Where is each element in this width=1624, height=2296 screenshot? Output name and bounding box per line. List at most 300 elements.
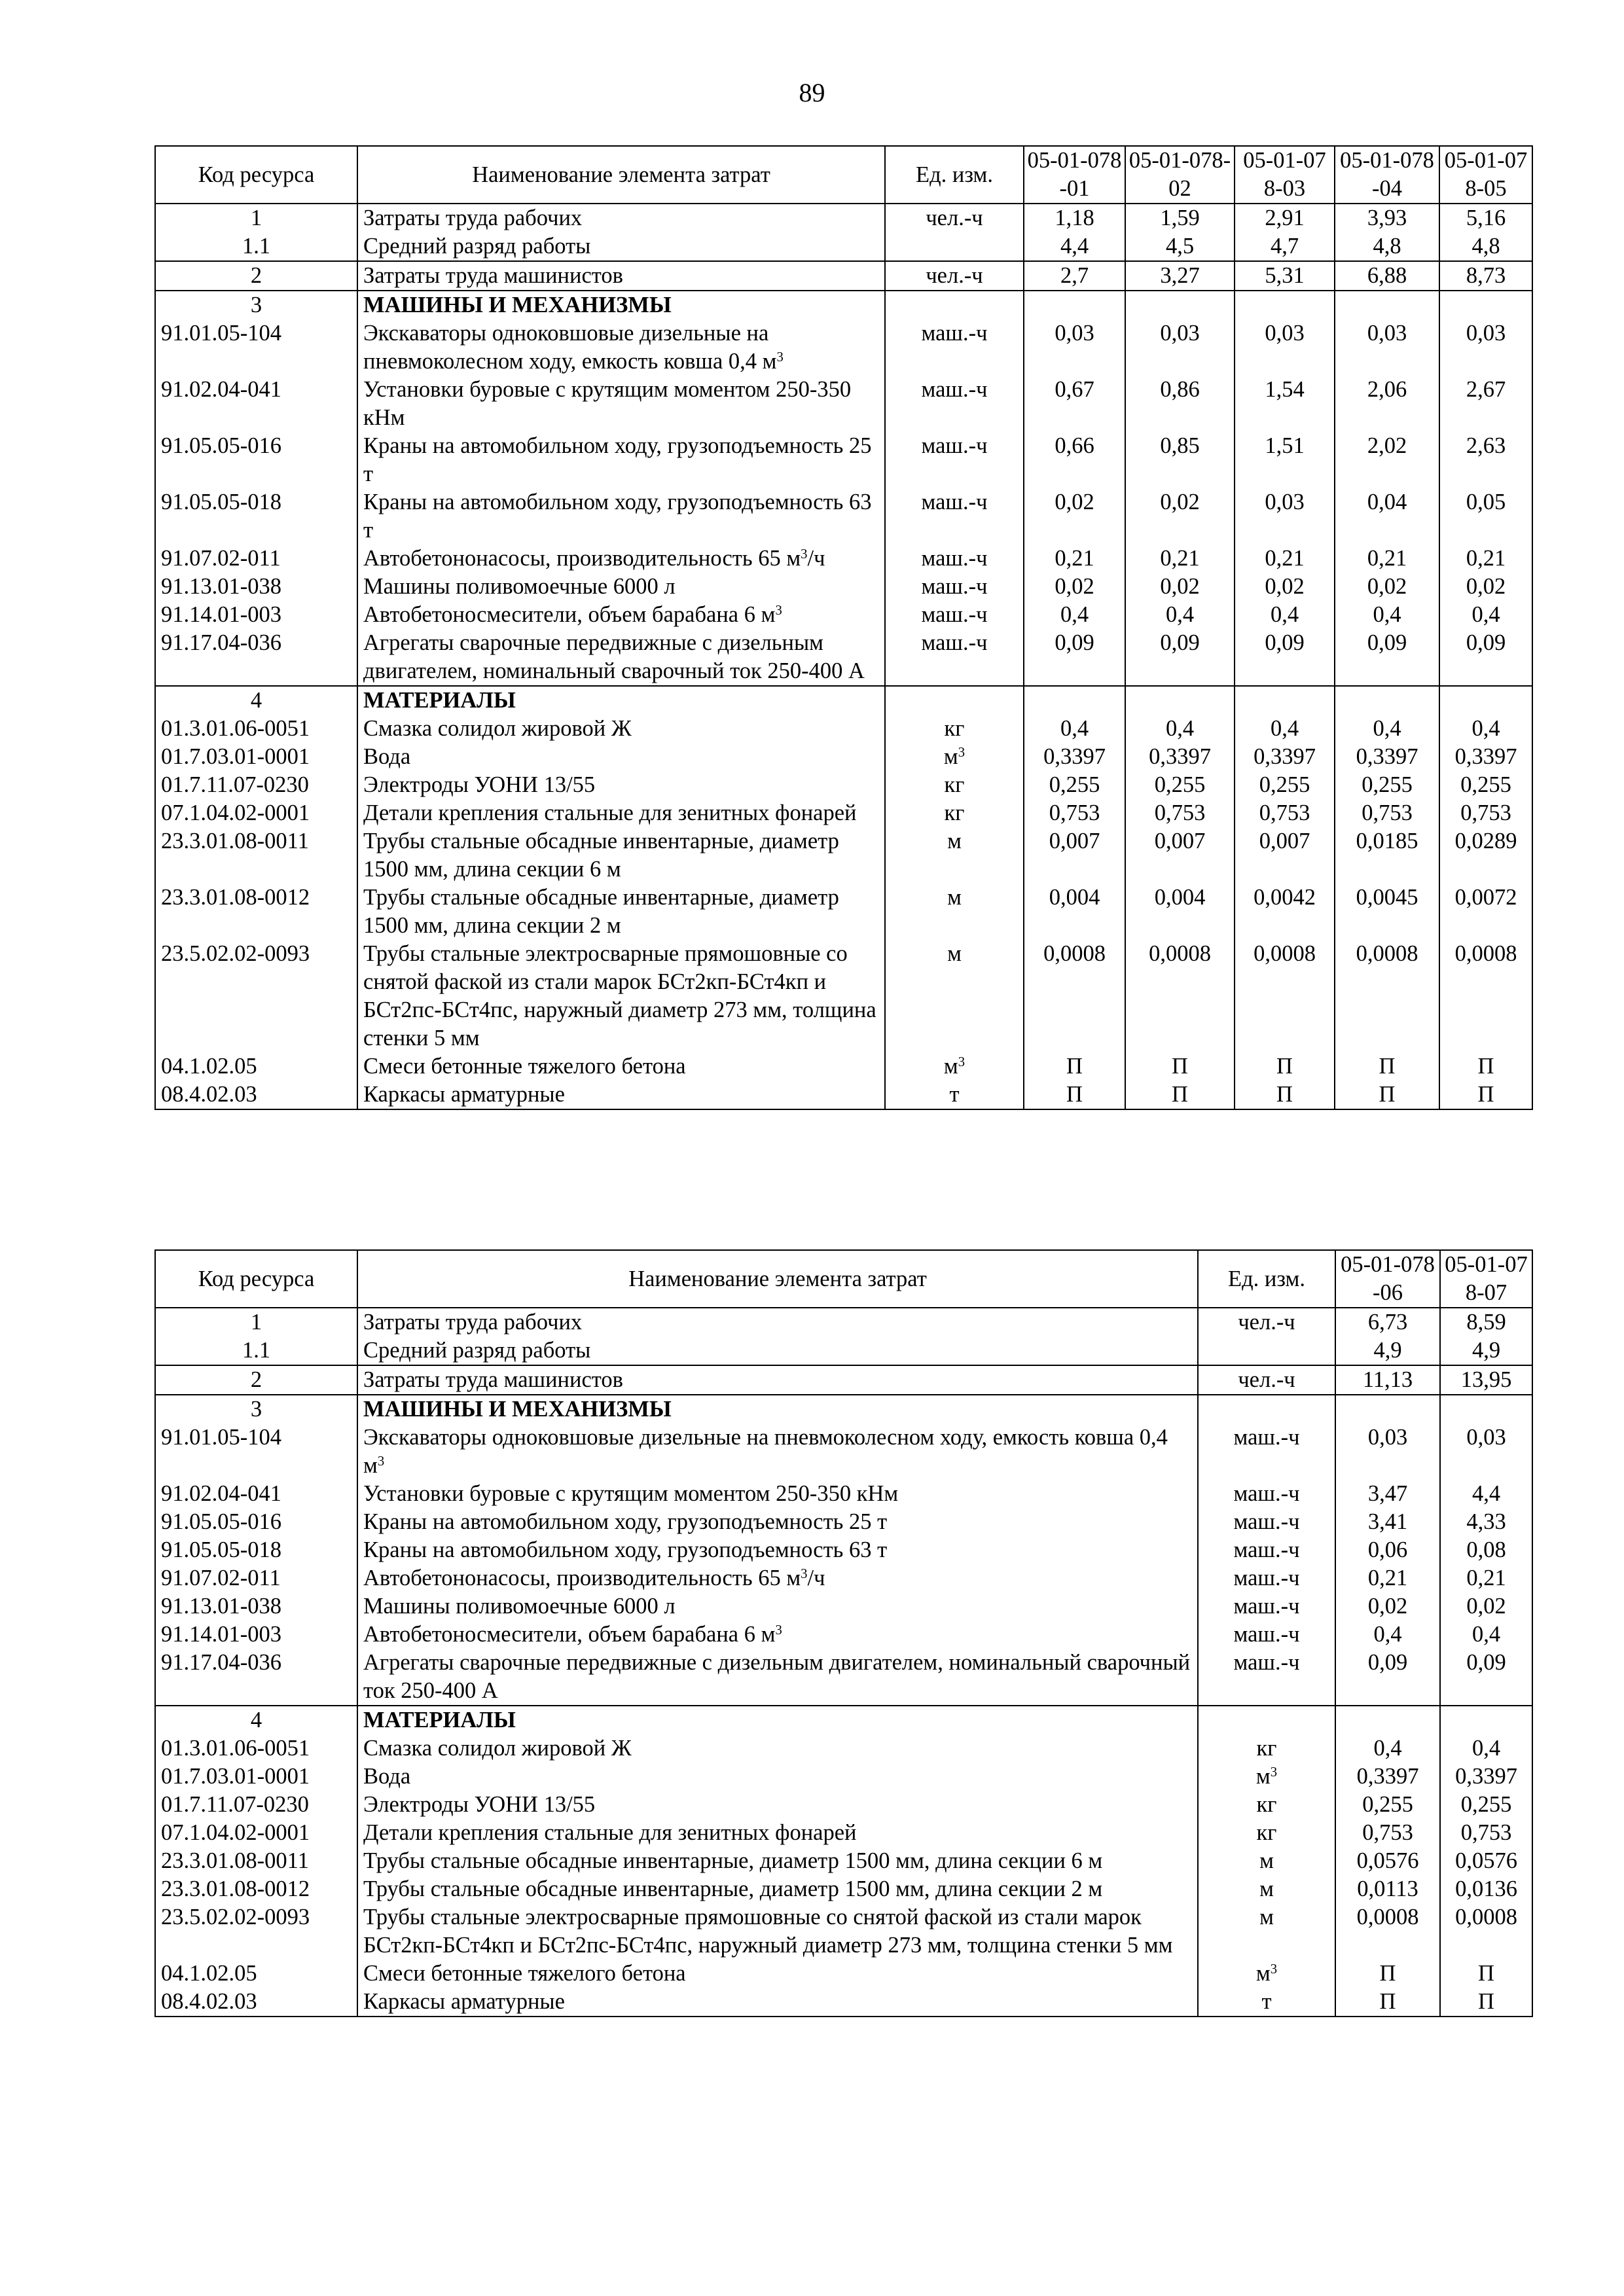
unit-text: маш.-ч xyxy=(1233,1481,1300,1506)
header-column-code: 05-01-078-07 xyxy=(1440,1250,1532,1308)
unit-text: м xyxy=(943,744,958,769)
cost-element-name xyxy=(357,1988,1198,2017)
norm-value: 3,47 xyxy=(1335,1480,1440,1508)
cost-element-name xyxy=(357,1052,885,1081)
unit xyxy=(1198,1508,1335,1536)
norm-value: 1,51 xyxy=(1235,432,1335,488)
norm-value: 2,63 xyxy=(1439,432,1532,488)
table-row xyxy=(155,940,1532,1052)
norm-value: 0,09 xyxy=(1125,629,1235,686)
cost-element-name xyxy=(357,232,885,261)
norm-value: 11,13 xyxy=(1335,1365,1440,1395)
cost-element-name xyxy=(357,432,885,488)
norm-value: 8,73 xyxy=(1439,261,1532,291)
norm-value: 1,59 xyxy=(1125,204,1235,232)
unit-text: т xyxy=(949,1082,960,1107)
cost-element-name xyxy=(357,204,885,232)
table-row xyxy=(155,771,1532,799)
name-text: Установки буровые с крутящим моментом 250-350 кНм xyxy=(363,377,852,430)
table-row xyxy=(155,1763,1532,1791)
norm-value: 0,753 xyxy=(1235,799,1335,827)
table-row xyxy=(155,319,1532,376)
name-text: Автобетононасосы, производительность 65 м xyxy=(363,1566,801,1590)
unit-superscript: 3 xyxy=(1270,1765,1278,1780)
name-text: МАТЕРИАЛЫ xyxy=(363,688,516,713)
unit xyxy=(885,261,1024,291)
resource-code: 23.3.01.08-0012 xyxy=(155,884,357,940)
norm-value: 6,73 xyxy=(1335,1308,1440,1336)
resource-code: 91.05.05-016 xyxy=(155,1508,357,1536)
resource-table-2 xyxy=(154,1249,1533,2017)
table-row xyxy=(155,1960,1532,1988)
cost-element-name xyxy=(357,1791,1198,1819)
cost-element-name xyxy=(357,940,885,1052)
unit-text: маш.-ч xyxy=(1233,1425,1300,1450)
table-row xyxy=(155,1365,1532,1395)
resource-code: 1 xyxy=(155,1308,357,1336)
header-column-code: 05-01-078-01 xyxy=(1024,146,1125,204)
unit-text: м xyxy=(947,885,962,910)
norm-value: 0,03 xyxy=(1235,319,1335,376)
header-row xyxy=(155,1250,1532,1308)
cost-element-name xyxy=(357,629,885,686)
norm-value: 0,753 xyxy=(1125,799,1235,827)
name-text: Трубы стальные обсадные инвентарные, диаметр 1500 мм, длина секции 6 м xyxy=(363,1848,1103,1873)
resource-code: 2 xyxy=(155,1365,357,1395)
name-text: Детали крепления стальные для зенитных фонарей xyxy=(363,800,857,825)
norm-value: 0,3397 xyxy=(1235,743,1335,771)
name-text: Автобетоносмесители, объем барабана 6 м xyxy=(363,1622,776,1647)
resource-code: 91.07.02-011 xyxy=(155,545,357,573)
unit xyxy=(885,629,1024,686)
superscript: 3 xyxy=(801,1566,808,1581)
cost-element-name xyxy=(357,1480,1198,1508)
norm-value: 0,86 xyxy=(1125,376,1235,432)
cost-element-name xyxy=(357,1903,1198,1960)
unit xyxy=(885,232,1024,261)
resource-code: 23.5.02.02-0093 xyxy=(155,940,357,1052)
unit xyxy=(885,799,1024,827)
unit-text: маш.-ч xyxy=(921,377,988,402)
table-row xyxy=(155,884,1532,940)
cost-element-name xyxy=(357,1592,1198,1621)
resource-code: 1.1 xyxy=(155,232,357,261)
norm-value: П xyxy=(1024,1081,1125,1109)
table-row xyxy=(155,1903,1532,1960)
norm-value: 1,54 xyxy=(1235,376,1335,432)
header-column-code: 05-01-078-06 xyxy=(1335,1250,1440,1308)
cost-element-name xyxy=(357,743,885,771)
norm-value: 0,0072 xyxy=(1439,884,1532,940)
norm-value xyxy=(1440,1706,1532,1734)
resource-code: 04.1.02.05 xyxy=(155,1052,357,1081)
cost-element-name xyxy=(357,291,885,319)
table-body xyxy=(155,204,1532,1109)
resource-code: 01.3.01.06-0051 xyxy=(155,1734,357,1763)
superscript: 3 xyxy=(377,1454,385,1469)
unit-text: маш.-ч xyxy=(921,433,988,458)
norm-value xyxy=(1024,686,1125,715)
norm-value: 0,4 xyxy=(1335,1621,1440,1649)
norm-value: 0,03 xyxy=(1125,319,1235,376)
unit xyxy=(1198,1649,1335,1706)
norm-value: 0,4 xyxy=(1440,1621,1532,1649)
resource-code: 91.17.04-036 xyxy=(155,1649,357,1706)
cost-element-name xyxy=(357,1424,1198,1480)
cost-element-name xyxy=(357,1308,1198,1336)
norm-value: П xyxy=(1335,1988,1440,2017)
unit xyxy=(885,884,1024,940)
resource-code: 91.17.04-036 xyxy=(155,629,357,686)
norm-value: 0,255 xyxy=(1335,1791,1440,1819)
superscript: 3 xyxy=(776,350,784,365)
norm-value xyxy=(1335,291,1439,319)
unit-superscript: 3 xyxy=(958,1054,965,1069)
resource-code: 91.02.04-041 xyxy=(155,376,357,432)
name-text: Краны на автомобильном ходу, грузоподъемность 25 т xyxy=(363,433,872,486)
unit xyxy=(1198,1592,1335,1621)
resource-code: 91.05.05-018 xyxy=(155,488,357,545)
table-row xyxy=(155,1988,1532,2017)
cost-element-name xyxy=(357,1763,1198,1791)
resource-code: 91.05.05-018 xyxy=(155,1536,357,1564)
cost-element-name xyxy=(357,545,885,573)
norm-value: 0,85 xyxy=(1125,432,1235,488)
unit xyxy=(885,686,1024,715)
norm-value: 2,06 xyxy=(1335,376,1439,432)
norm-value xyxy=(1024,291,1125,319)
name-text: МАШИНЫ И МЕХАНИЗМЫ xyxy=(363,1397,672,1422)
name-text: Смазка солидол жировой Ж xyxy=(363,1736,632,1761)
table-row xyxy=(155,376,1532,432)
unit-superscript: 3 xyxy=(1270,1962,1278,1977)
norm-value xyxy=(1125,686,1235,715)
resource-code: 91.05.05-016 xyxy=(155,432,357,488)
name-text: Автобетоносмесители, объем барабана 6 м xyxy=(363,602,776,627)
norm-value: П xyxy=(1125,1081,1235,1109)
unit xyxy=(1198,1564,1335,1592)
unit xyxy=(885,319,1024,376)
name-text: Краны на автомобильном ходу, грузоподъемность 63 т xyxy=(363,1537,888,1562)
cost-element-name xyxy=(357,488,885,545)
unit-text: маш.-ч xyxy=(921,630,988,655)
norm-value xyxy=(1335,1395,1440,1424)
unit xyxy=(885,488,1024,545)
table-row xyxy=(155,1395,1532,1424)
header-name: Наименование элемента затрат xyxy=(357,146,885,204)
norm-value xyxy=(1235,291,1335,319)
norm-value: П xyxy=(1440,1960,1532,1988)
norm-value: П xyxy=(1439,1052,1532,1081)
unit-text: кг xyxy=(1256,1736,1277,1761)
name-text: Затраты труда машинистов xyxy=(363,1367,623,1392)
norm-value: 4,4 xyxy=(1440,1480,1532,1508)
table-row xyxy=(155,488,1532,545)
unit xyxy=(1198,1536,1335,1564)
norm-value: 0,007 xyxy=(1125,827,1235,884)
norm-value: П xyxy=(1235,1052,1335,1081)
table-row xyxy=(155,715,1532,743)
table-row xyxy=(155,1847,1532,1875)
name-text: Агрегаты сварочные передвижные с дизельным двигателем, номинальный сварочный ток 250-400 А xyxy=(363,1650,1191,1703)
table-row xyxy=(155,232,1532,261)
unit xyxy=(1198,1336,1335,1365)
norm-value: 0,04 xyxy=(1335,488,1439,545)
norm-value: 0,255 xyxy=(1335,771,1439,799)
cost-element-name xyxy=(357,601,885,629)
norm-value: 0,02 xyxy=(1335,1592,1440,1621)
norm-value: 0,753 xyxy=(1335,1819,1440,1847)
norm-value: 0,21 xyxy=(1024,545,1125,573)
unit-text: маш.-ч xyxy=(921,490,988,514)
header-code: Код ресурса xyxy=(155,1250,357,1308)
norm-value: 13,95 xyxy=(1440,1365,1532,1395)
unit-text: маш.-ч xyxy=(921,321,988,346)
cost-element-name xyxy=(357,1649,1198,1706)
resource-code: 91.07.02-011 xyxy=(155,1564,357,1592)
unit-text: м xyxy=(1259,1876,1274,1901)
table-row xyxy=(155,291,1532,319)
norm-value: 2,91 xyxy=(1235,204,1335,232)
table-row xyxy=(155,1336,1532,1365)
name-text: Смеси бетонные тяжелого бетона xyxy=(363,1961,686,1986)
norm-value: 0,09 xyxy=(1235,629,1335,686)
cost-element-name xyxy=(357,573,885,601)
cost-element-name xyxy=(357,1621,1198,1649)
norm-value: 0,4 xyxy=(1024,715,1125,743)
norm-value: 0,3397 xyxy=(1024,743,1125,771)
unit-text: кг xyxy=(944,716,965,741)
table-row xyxy=(155,1480,1532,1508)
name-tail: /ч xyxy=(807,1566,825,1590)
resource-code: 08.4.02.03 xyxy=(155,1081,357,1109)
resource-code: 1 xyxy=(155,204,357,232)
name-text: Трубы стальные обсадные инвентарные, диаметр 1500 мм, длина секции 2 м xyxy=(363,885,839,938)
norm-value: 5,16 xyxy=(1439,204,1532,232)
norm-value: 2,67 xyxy=(1439,376,1532,432)
norm-value: 0,0008 xyxy=(1335,940,1439,1052)
table-row xyxy=(155,601,1532,629)
table-row xyxy=(155,1536,1532,1564)
resource-code: 1.1 xyxy=(155,1336,357,1365)
header-code: Код ресурса xyxy=(155,146,357,204)
cost-element-name xyxy=(357,261,885,291)
superscript: 3 xyxy=(801,547,808,562)
name-text: Машины поливомоечные 6000 л xyxy=(363,1594,676,1619)
unit-text: маш.-ч xyxy=(921,546,988,571)
table-row xyxy=(155,1424,1532,1480)
unit xyxy=(1198,1791,1335,1819)
unit xyxy=(885,1081,1024,1109)
norm-value: 0,0008 xyxy=(1024,940,1125,1052)
name-text: МАШИНЫ И МЕХАНИЗМЫ xyxy=(363,293,672,317)
norm-value: 0,255 xyxy=(1439,771,1532,799)
norm-value: 0,4 xyxy=(1024,601,1125,629)
resource-code: 23.3.01.08-0012 xyxy=(155,1875,357,1903)
unit xyxy=(1198,1308,1335,1336)
norm-value: 0,0008 xyxy=(1335,1903,1440,1960)
unit-text: чел.-ч xyxy=(1238,1310,1295,1335)
norm-value: 0,0576 xyxy=(1335,1847,1440,1875)
norm-value: П xyxy=(1335,1052,1439,1081)
unit xyxy=(1198,1819,1335,1847)
norm-value: 0,007 xyxy=(1235,827,1335,884)
resource-code: 91.14.01-003 xyxy=(155,1621,357,1649)
unit xyxy=(885,771,1024,799)
norm-value: 2,7 xyxy=(1024,261,1125,291)
norm-value: 0,255 xyxy=(1024,771,1125,799)
unit-text: м xyxy=(1259,1905,1274,1929)
header-column-code: 05-01-078-02 xyxy=(1125,146,1235,204)
unit xyxy=(1198,1763,1335,1791)
cost-element-name xyxy=(357,1706,1198,1734)
cost-element-name xyxy=(357,376,885,432)
norm-value: 0,255 xyxy=(1125,771,1235,799)
table-row xyxy=(155,261,1532,291)
table-row xyxy=(155,1819,1532,1847)
table-row xyxy=(155,827,1532,884)
norm-value: 0,4 xyxy=(1125,601,1235,629)
resource-code: 4 xyxy=(155,686,357,715)
cost-element-name xyxy=(357,1847,1198,1875)
norm-value: П xyxy=(1335,1960,1440,1988)
table-row xyxy=(155,1734,1532,1763)
resource-table-1 xyxy=(154,145,1533,1110)
unit-text: кг xyxy=(1256,1792,1277,1817)
cost-element-name xyxy=(357,1365,1198,1395)
name-text: Затраты труда рабочих xyxy=(363,206,583,230)
norm-value: 0,05 xyxy=(1439,488,1532,545)
unit xyxy=(1198,1960,1335,1988)
norm-value: 4,8 xyxy=(1335,232,1439,261)
norm-value: 0,3397 xyxy=(1439,743,1532,771)
resource-code: 01.7.03.01-0001 xyxy=(155,743,357,771)
norm-value xyxy=(1335,1706,1440,1734)
norm-value: 0,4 xyxy=(1235,715,1335,743)
unit-superscript: 3 xyxy=(958,745,965,760)
norm-value: П xyxy=(1024,1052,1125,1081)
norm-value: 0,007 xyxy=(1024,827,1125,884)
norm-value: 0,03 xyxy=(1235,488,1335,545)
resource-code: 91.13.01-038 xyxy=(155,573,357,601)
cost-element-name xyxy=(357,1336,1198,1365)
unit-text: м xyxy=(1255,1764,1271,1789)
resource-code: 01.7.11.07-0230 xyxy=(155,1791,357,1819)
name-text: Электроды УОНИ 13/55 xyxy=(363,772,596,797)
unit xyxy=(1198,1480,1335,1508)
norm-value: 0,21 xyxy=(1439,545,1532,573)
norm-value: 8,59 xyxy=(1440,1308,1532,1336)
name-text: Средний разряд работы xyxy=(363,234,591,259)
unit xyxy=(1198,1903,1335,1960)
norm-value: 0,0576 xyxy=(1440,1847,1532,1875)
unit xyxy=(1198,1988,1335,2017)
unit xyxy=(1198,1395,1335,1424)
table-row xyxy=(155,1564,1532,1592)
norm-value: 4,9 xyxy=(1440,1336,1532,1365)
name-text: Смеси бетонные тяжелого бетона xyxy=(363,1054,686,1079)
norm-value: П xyxy=(1235,1081,1335,1109)
resource-code: 08.4.02.03 xyxy=(155,1988,357,2017)
norm-value: 0,753 xyxy=(1439,799,1532,827)
table-row xyxy=(155,799,1532,827)
table-row xyxy=(155,545,1532,573)
norm-value: 0,0045 xyxy=(1335,884,1439,940)
norm-value: 3,27 xyxy=(1125,261,1235,291)
table-header xyxy=(155,1250,1532,1308)
norm-value: 0,02 xyxy=(1125,488,1235,545)
name-text: Смазка солидол жировой Ж xyxy=(363,716,632,741)
cost-element-name xyxy=(357,686,885,715)
norm-value: 0,67 xyxy=(1024,376,1125,432)
table-row xyxy=(155,1621,1532,1649)
name-text: Средний разряд работы xyxy=(363,1338,591,1363)
norm-value: П xyxy=(1439,1081,1532,1109)
norm-value: 0,004 xyxy=(1125,884,1235,940)
norm-value: 0,02 xyxy=(1335,573,1439,601)
unit-text: маш.-ч xyxy=(1233,1622,1300,1647)
unit xyxy=(885,827,1024,884)
norm-value: 3,93 xyxy=(1335,204,1439,232)
unit-text: маш.-ч xyxy=(1233,1509,1300,1534)
unit xyxy=(885,376,1024,432)
norm-value: 0,21 xyxy=(1440,1564,1532,1592)
norm-value: 0,0113 xyxy=(1335,1875,1440,1903)
norm-value: 1,18 xyxy=(1024,204,1125,232)
unit xyxy=(885,743,1024,771)
unit-text: маш.-ч xyxy=(1233,1566,1300,1590)
norm-value: 0,03 xyxy=(1335,319,1439,376)
norm-value: 4,4 xyxy=(1024,232,1125,261)
name-tail: /ч xyxy=(807,546,825,571)
cost-element-name xyxy=(357,1960,1198,1988)
resource-code: 3 xyxy=(155,1395,357,1424)
unit-text: м xyxy=(943,1054,958,1079)
norm-value: 4,9 xyxy=(1335,1336,1440,1365)
header-unit: Ед. изм. xyxy=(1198,1250,1335,1308)
norm-value: 0,255 xyxy=(1235,771,1335,799)
name-text: Электроды УОНИ 13/55 xyxy=(363,1792,596,1817)
norm-value: 0,09 xyxy=(1439,629,1532,686)
table-row xyxy=(155,204,1532,232)
name-text: МАТЕРИАЛЫ xyxy=(363,1708,516,1732)
name-text: Краны на автомобильном ходу, грузоподъемность 25 т xyxy=(363,1509,888,1534)
header-column-code: 05-01-078-04 xyxy=(1335,146,1439,204)
superscript: 3 xyxy=(775,603,782,618)
table-row xyxy=(155,1875,1532,1903)
norm-value: 0,09 xyxy=(1335,629,1439,686)
unit-text: чел.-ч xyxy=(1238,1367,1295,1392)
table-row xyxy=(155,1081,1532,1109)
norm-value: 0,4 xyxy=(1440,1734,1532,1763)
unit-text: чел.-ч xyxy=(926,206,983,230)
unit xyxy=(1198,1734,1335,1763)
norm-value: 0,21 xyxy=(1235,545,1335,573)
norm-value: 0,753 xyxy=(1335,799,1439,827)
norm-value: 0,0008 xyxy=(1125,940,1235,1052)
superscript: 3 xyxy=(775,1623,782,1638)
norm-value: 0,03 xyxy=(1024,319,1125,376)
unit-text: кг xyxy=(944,772,965,797)
name-text: Экскаваторы одноковшовые дизельные на пневмоколесном ходу, емкость ковша 0,4 м xyxy=(363,321,777,374)
norm-value: 0,3397 xyxy=(1335,743,1439,771)
table-row xyxy=(155,573,1532,601)
norm-value: 0,4 xyxy=(1439,601,1532,629)
table-row xyxy=(155,1791,1532,1819)
norm-value: 0,004 xyxy=(1024,884,1125,940)
name-text: Краны на автомобильном ходу, грузоподъемность 63 т xyxy=(363,490,872,543)
unit xyxy=(885,432,1024,488)
